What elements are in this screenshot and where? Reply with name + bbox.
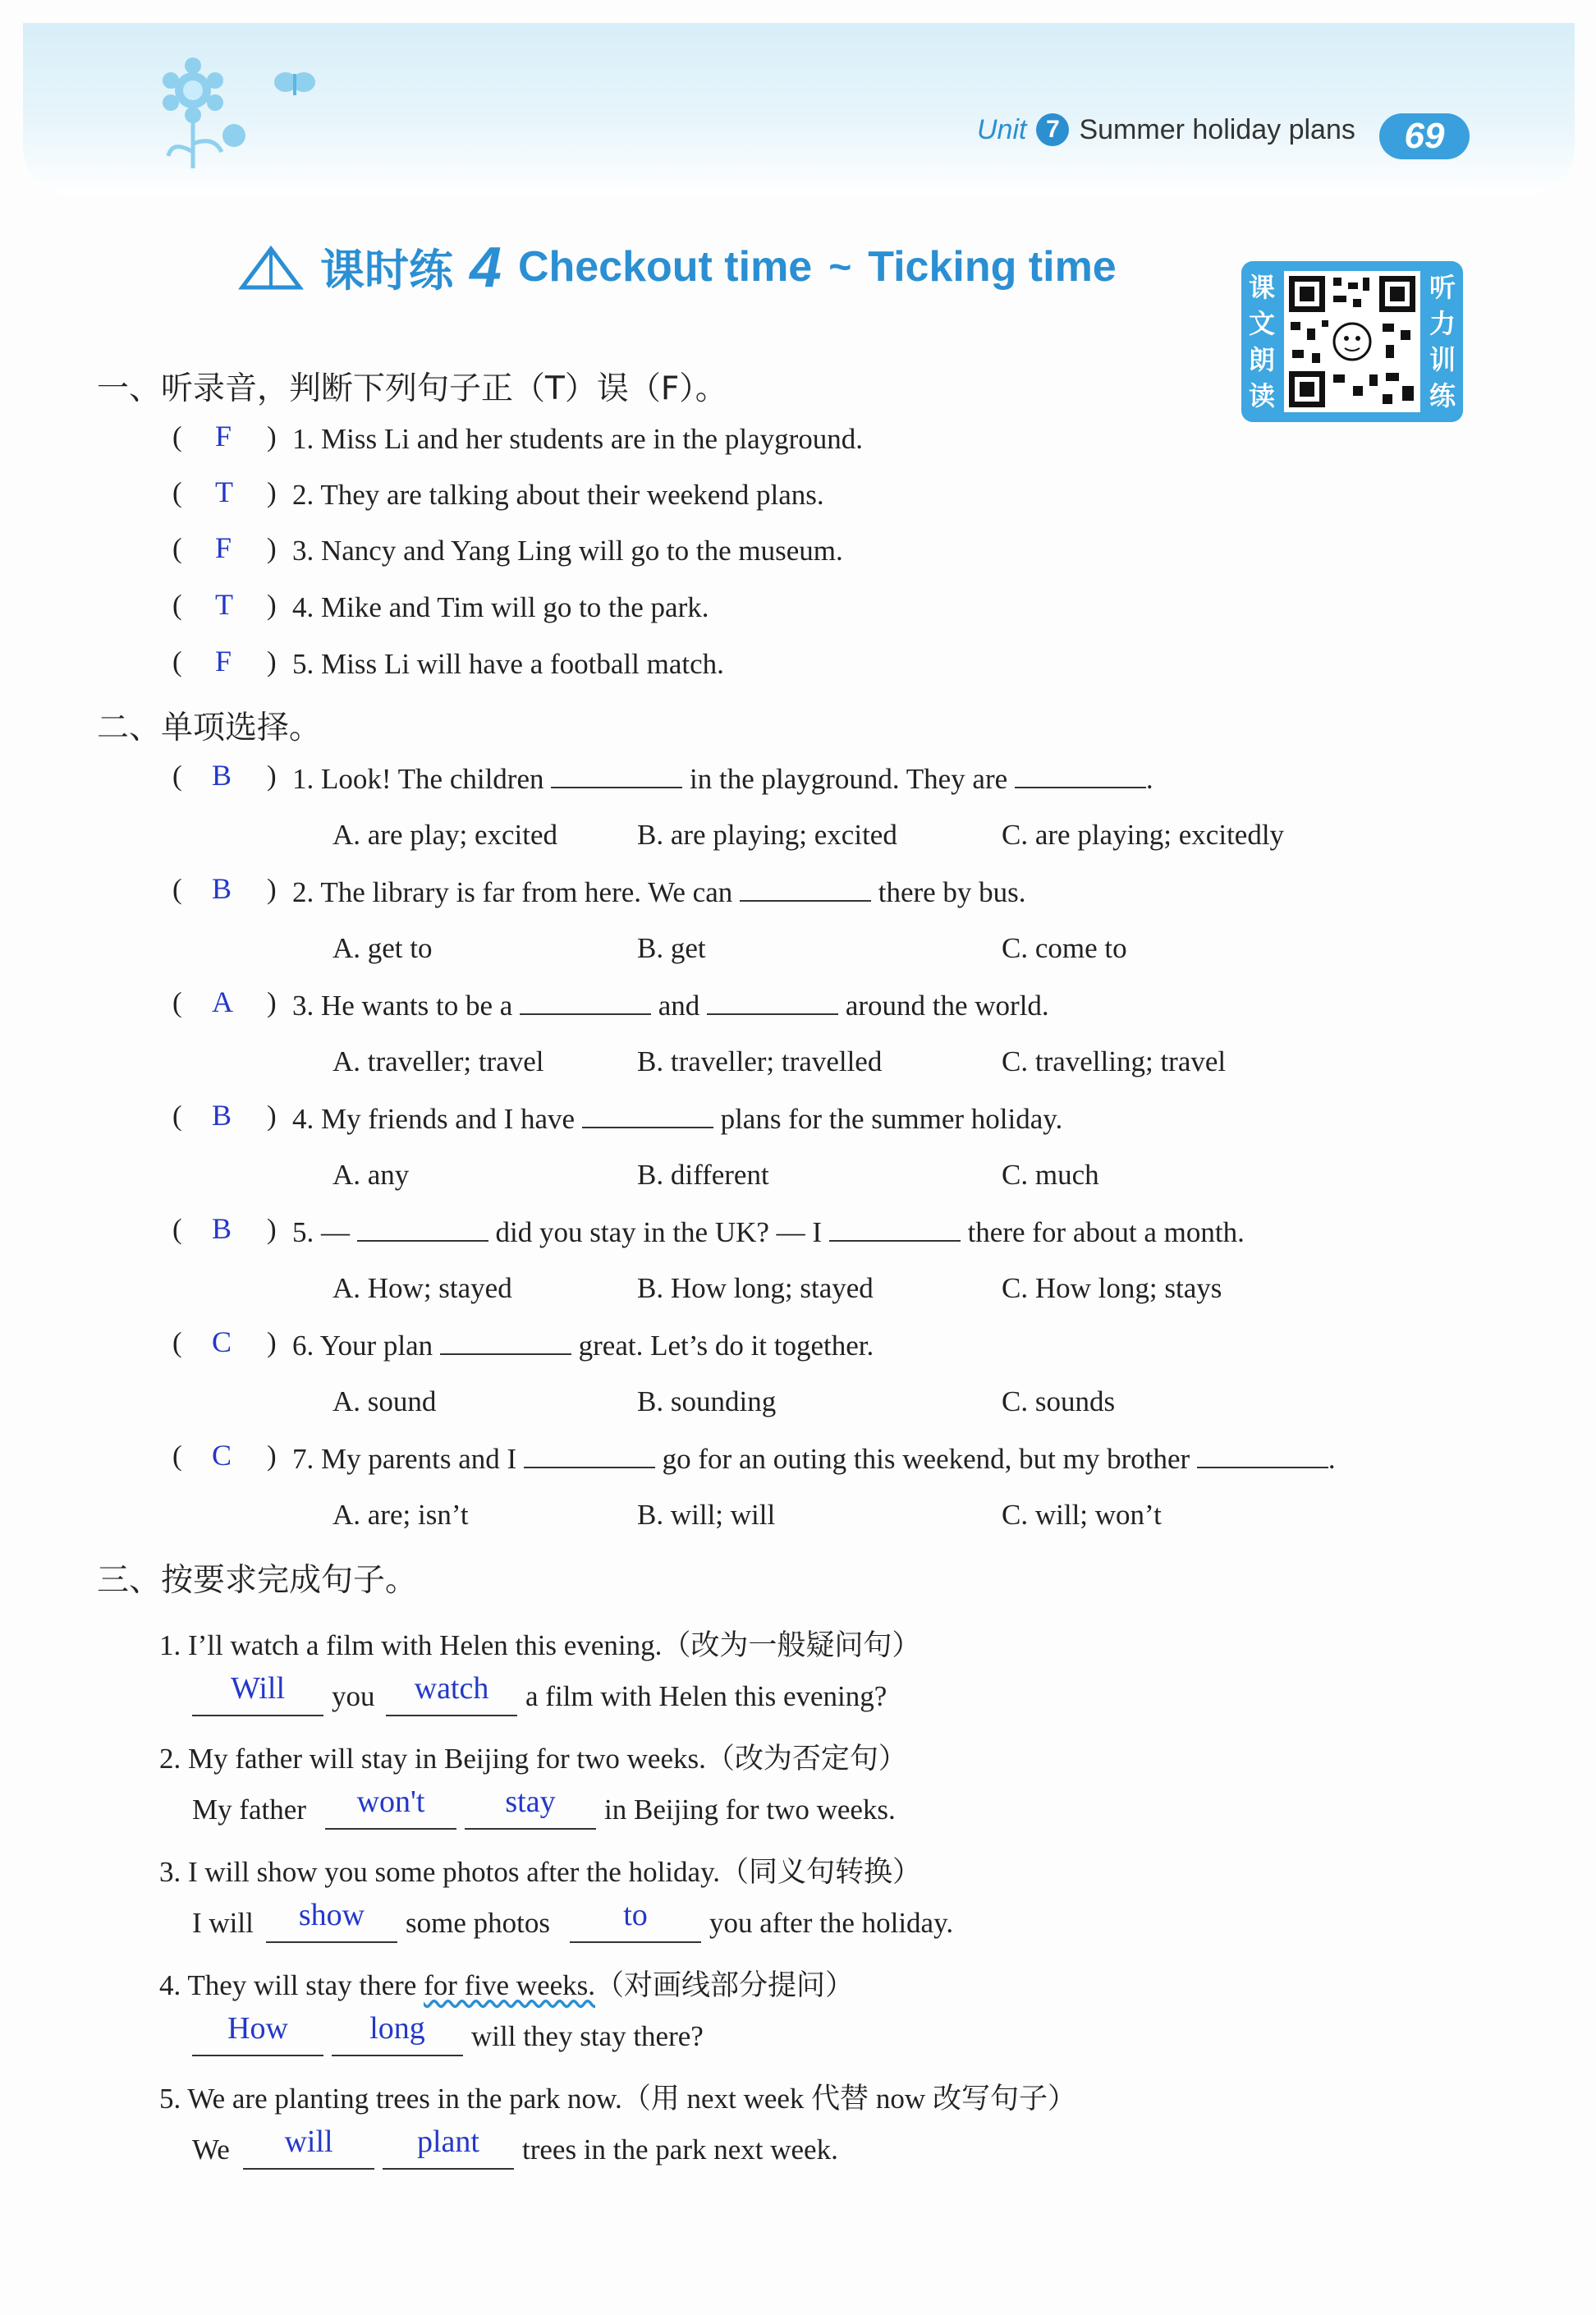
underlined-phrase: for five weeks. — [424, 1969, 596, 2001]
answer-line[interactable] — [192, 2055, 323, 2056]
fill-answer: will — [284, 2124, 333, 2159]
option-b: B. traveller; travelled — [637, 1045, 883, 1077]
answer-mark: F — [215, 531, 232, 564]
answer-blank[interactable] — [829, 1215, 961, 1242]
question-text — [292, 1102, 1062, 1136]
question-text — [292, 989, 1049, 1022]
answer-blank[interactable] — [1197, 1442, 1328, 1468]
butterfly-icon — [271, 66, 320, 107]
section2-title: 二、单项选择。 — [97, 710, 322, 746]
question-text — [159, 1963, 854, 2004]
static-text: We — [192, 2134, 230, 2166]
question-text: 2. My father will stay in Beijing for two weeks.（改为否定句） — [159, 1743, 907, 1775]
question-text: 3. I will show you some photos after the holiday.（同义句转换） — [159, 1856, 922, 1888]
option-b: B. will; will — [637, 1499, 776, 1531]
static-text: a film with Helen this evening? — [525, 1680, 887, 1712]
answer-line[interactable] — [192, 1715, 323, 1716]
static-text: you — [332, 1680, 375, 1712]
q-part: （对画线部分提问） — [595, 1969, 855, 2001]
lesson-number: 4 — [470, 235, 502, 299]
qr-left-char: 朗 — [1248, 344, 1275, 375]
lesson-en-b: Ticking time — [868, 243, 1117, 291]
answer-line[interactable] — [266, 1941, 397, 1943]
q-part: in the playground. They are — [690, 763, 1015, 795]
answer-paren-close: ) — [267, 1326, 277, 1358]
static-text: trees in the park next week. — [522, 2134, 838, 2166]
answer-mark: T — [215, 588, 233, 621]
fill-answer: show — [298, 1898, 365, 1932]
fill-answer: Will — [230, 1671, 286, 1706]
answer-paren-close: ) — [267, 873, 277, 905]
q-part: 4. My friends and I have — [292, 1103, 582, 1135]
question-text: 2. They are talking about their weekend plans. — [292, 479, 824, 511]
answer-paren-open: ( — [172, 986, 182, 1018]
q-part: there by bus. — [878, 876, 1026, 908]
answer-paren-open: ( — [172, 476, 182, 508]
option-a: A. traveller; travel — [332, 1045, 544, 1077]
option-b: B. are playing; excited — [637, 819, 897, 851]
q-part: 6. Your plan — [292, 1330, 440, 1362]
unit-number-badge: 7 — [1036, 113, 1069, 146]
q-part: go for an outing this weekend, but my brother — [662, 1443, 1197, 1475]
answer-paren-close: ) — [267, 1100, 277, 1132]
option-c: C. come to — [1002, 932, 1127, 964]
answer-line[interactable] — [570, 1941, 701, 1943]
question-text: 1. Miss Li and her students are in the playground. — [292, 423, 864, 455]
answer-paren-close: ) — [267, 645, 277, 678]
page-number: 69 — [1379, 113, 1470, 159]
fill-answer: won't — [356, 1784, 425, 1819]
qr-right-char: 训 — [1429, 344, 1456, 375]
q-part: . — [1145, 763, 1153, 795]
answer-mark: B — [212, 1212, 232, 1245]
qr-left-char: 读 — [1248, 380, 1275, 411]
fill-answer: to — [623, 1898, 648, 1932]
answer-paren-open: ( — [172, 532, 182, 564]
static-text: you after the holiday. — [709, 1907, 954, 1939]
option-c: C. will; won’t — [1002, 1499, 1162, 1531]
qr-left-char: 课 — [1248, 272, 1275, 303]
q-part: . — [1328, 1443, 1336, 1475]
fill-answer: long — [369, 2011, 425, 2046]
answer-line[interactable] — [383, 2168, 514, 2170]
answer-mark: F — [215, 645, 232, 678]
option-c: C. travelling; travel — [1002, 1045, 1227, 1077]
option-a: A. are; isn’t — [332, 1499, 469, 1531]
static-text: will they stay there? — [471, 2020, 704, 2052]
header-banner — [23, 23, 1575, 195]
answer-paren-open: ( — [172, 873, 182, 905]
answer-blank[interactable] — [551, 762, 682, 788]
answer-mark: B — [212, 872, 232, 905]
option-a: A. How; stayed — [332, 1272, 512, 1304]
lesson-title — [238, 234, 1117, 300]
answer-paren-close: ) — [267, 760, 277, 792]
question-text — [292, 875, 1026, 909]
qr-right-char: 听 — [1429, 272, 1456, 303]
answer-blank[interactable] — [707, 989, 838, 1015]
q-part: there for about a month. — [967, 1216, 1245, 1248]
qr-left-label — [1245, 269, 1279, 414]
lesson-tilde: ~ — [828, 245, 852, 289]
answer-mark: B — [212, 759, 232, 792]
answer-line[interactable] — [386, 1715, 517, 1716]
section1-title: 一、听录音，判断下列句子正（T）误（F）。 — [97, 370, 727, 407]
answer-paren-close: ) — [267, 532, 277, 564]
lesson-cn: 课时练 — [320, 246, 453, 296]
answer-line[interactable] — [325, 1828, 456, 1830]
question-text — [292, 1329, 874, 1362]
answer-blank[interactable] — [740, 875, 871, 902]
qr-left-char: 文 — [1248, 308, 1275, 339]
q-part: plans for the summer holiday. — [720, 1103, 1063, 1135]
question-text — [292, 1215, 1245, 1249]
q-part: 4. They will stay there — [159, 1969, 424, 2001]
answer-paren-close: ) — [267, 1440, 277, 1472]
option-b: B. different — [637, 1159, 769, 1191]
tent-icon — [238, 242, 304, 292]
answer-paren-close: ) — [267, 420, 277, 452]
qr-right-char: 力 — [1429, 308, 1456, 339]
option-c: C. are playing; excitedly — [1002, 819, 1285, 851]
qr-panel[interactable] — [1241, 261, 1463, 422]
answer-blank[interactable] — [1015, 762, 1146, 788]
fill-answer: watch — [414, 1671, 489, 1706]
answer-paren-close: ) — [267, 589, 277, 621]
qr-code[interactable] — [1284, 271, 1420, 412]
answer-blank[interactable] — [524, 1442, 655, 1468]
answer-paren-close: ) — [267, 476, 277, 508]
unit-title: Summer holiday plans — [1079, 113, 1355, 145]
q-part: around the world. — [845, 990, 1049, 1022]
question-text: 5. Miss Li will have a football match. — [292, 648, 724, 680]
q-part: 5. — — [292, 1216, 357, 1248]
answer-mark: F — [215, 420, 232, 452]
option-c: C. much — [1002, 1159, 1099, 1191]
q-part: 7. My parents and I — [292, 1443, 524, 1475]
static-text: some photos — [406, 1907, 550, 1939]
option-a: A. are play; excited — [332, 819, 558, 851]
option-c: C. How long; stays — [1002, 1272, 1222, 1304]
option-b: B. get — [637, 932, 706, 964]
lesson-en-a: Checkout time — [517, 243, 813, 291]
answer-paren-open: ( — [172, 645, 182, 678]
answer-paren-open: ( — [172, 589, 182, 621]
q-part: 1. Look! The children — [292, 763, 552, 795]
question-text — [292, 1442, 1336, 1476]
option-c: C. sounds — [1002, 1385, 1116, 1417]
section3-title: 三、按要求完成句子。 — [97, 1562, 418, 1599]
q-part: did you stay in the UK? — I — [495, 1216, 829, 1248]
q-part: 3. He wants to be a — [292, 990, 521, 1022]
answer-line[interactable] — [243, 2168, 374, 2170]
answer-mark: C — [212, 1439, 232, 1472]
answer-paren-open: ( — [172, 760, 182, 792]
question-text: 3. Nancy and Yang Ling will go to the museum. — [292, 535, 843, 567]
answer-mark: C — [212, 1325, 232, 1358]
unit-word: Unit — [977, 113, 1027, 145]
answer-paren-close: ) — [267, 1213, 277, 1245]
qr-right-label — [1425, 269, 1460, 414]
option-a: A. sound — [332, 1385, 437, 1417]
answer-line[interactable] — [465, 1828, 596, 1830]
static-text: My father — [192, 1794, 306, 1826]
option-a: A. get to — [332, 932, 433, 964]
answer-blank[interactable] — [582, 1102, 713, 1128]
answer-blank[interactable] — [520, 989, 651, 1015]
unit-heading — [977, 113, 1355, 146]
answer-paren-open: ( — [172, 1100, 182, 1132]
q-part: and — [658, 990, 708, 1022]
answer-mark: T — [215, 475, 233, 508]
q-part: 2. The library is far from here. We can — [292, 876, 740, 908]
option-b: B. sounding — [637, 1385, 777, 1417]
question-text: 4. Mike and Tim will go to the park. — [292, 591, 709, 623]
fill-answer: How — [227, 2011, 288, 2046]
answer-blank[interactable] — [440, 1329, 571, 1355]
answer-mark: B — [212, 1099, 232, 1132]
answer-mark: A — [212, 985, 233, 1018]
answer-blank[interactable] — [357, 1215, 488, 1242]
question-text — [292, 762, 1153, 796]
fill-answer: plant — [417, 2124, 479, 2159]
qr-code-icon — [1284, 271, 1420, 412]
answer-paren-open: ( — [172, 1440, 182, 1472]
answer-paren-open: ( — [172, 1213, 182, 1245]
qr-right-char: 练 — [1429, 380, 1456, 411]
answer-line[interactable] — [332, 2055, 463, 2056]
static-text: I will — [192, 1907, 254, 1939]
fill-answer: stay — [505, 1784, 556, 1819]
q-part: great. Let’s do it together. — [578, 1330, 874, 1362]
flower-icon — [156, 57, 255, 172]
static-text: in Beijing for two weeks. — [604, 1794, 896, 1826]
answer-paren-open: ( — [172, 420, 182, 452]
question-text: 5. We are planting trees in the park now.（用 next week 代替 now 改写句子） — [159, 2083, 1076, 2115]
answer-paren-open: ( — [172, 1326, 182, 1358]
option-a: A. any — [332, 1159, 410, 1191]
answer-paren-close: ) — [267, 986, 277, 1018]
option-b: B. How long; stayed — [637, 1272, 874, 1304]
question-text: 1. I’ll watch a film with Helen this evening.（改为一般疑问句） — [159, 1629, 921, 1661]
